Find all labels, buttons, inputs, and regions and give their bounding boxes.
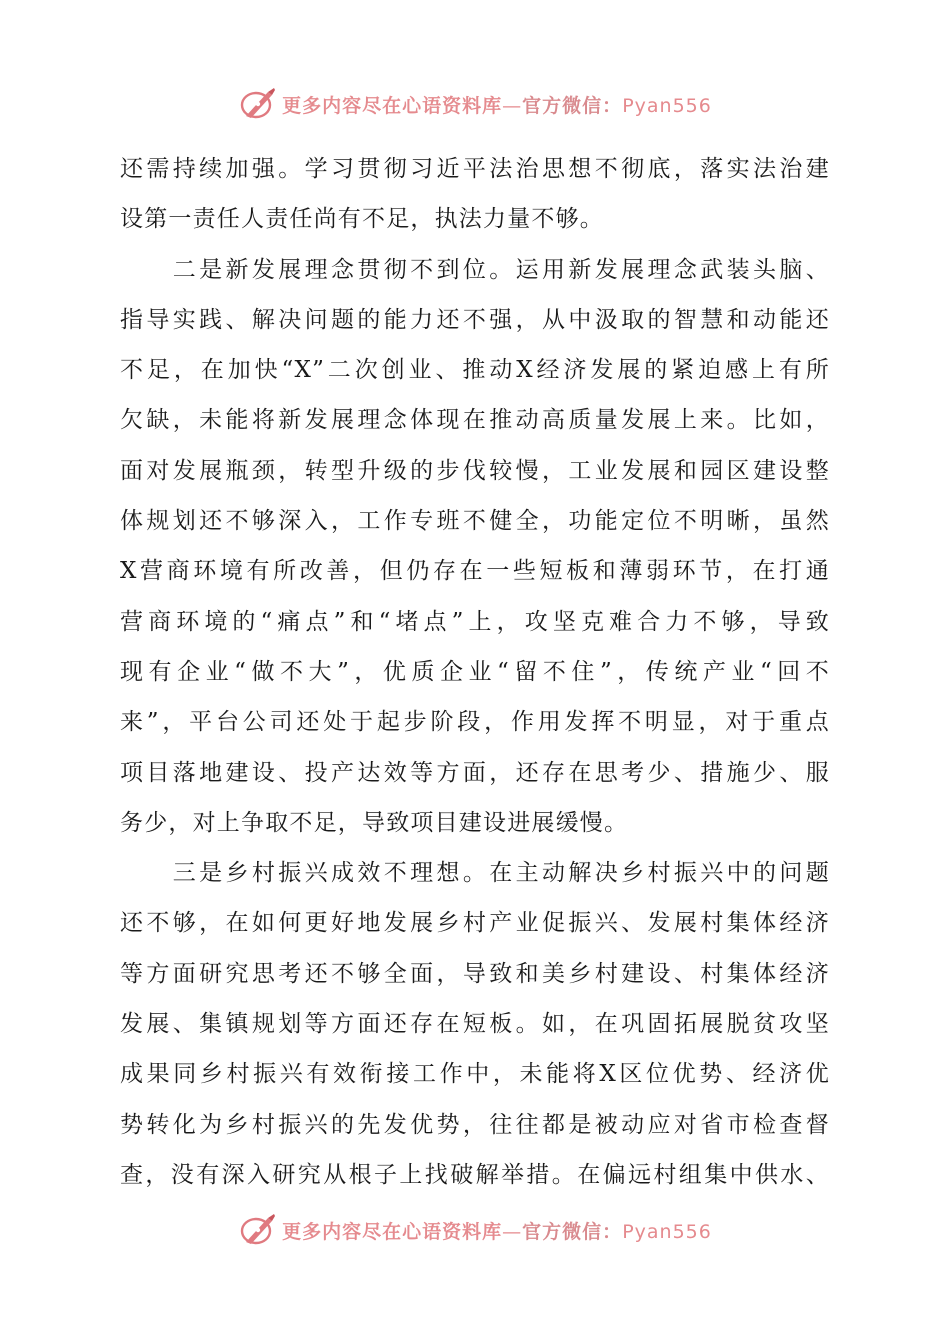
text-line: 等方面研究思考还不够全面，导致和美乡村建设、村集体经济 — [120, 960, 830, 987]
pen-logo-icon — [238, 86, 278, 122]
text-line: 面对发展瓶颈，转型升级的步伐较慢，工业发展和园区建设整 — [120, 457, 830, 484]
text-line: 体规划还不够深入，工作专班不健全，功能定位不明晰，虽然 — [120, 508, 830, 535]
text-line: 不足，在加快“X”二次创业、推动X经济发展的紧迫感上有所 — [120, 357, 830, 384]
watermark-wechat-id: Pyan556 — [622, 94, 712, 117]
text-line: 还不够，在如何更好地发展乡村产业促振兴、发展村集体经济 — [120, 910, 830, 937]
text-line: 现有企业“做不大”，优质企业“留不住”，传统产业“回不 — [120, 658, 830, 685]
pen-logo-icon — [238, 1212, 278, 1248]
document-body — [120, 144, 830, 1200]
text-line: 来”，平台公司还处于起步阶段，作用发挥不明显，对于重点 — [120, 709, 830, 736]
watermark-dash: — — [502, 94, 523, 117]
watermark-main-text: 更多内容尽在心语资料库 — [282, 94, 503, 117]
watermark-banner-bottom — [0, 1208, 950, 1252]
text-line: 欠缺，未能将新发展理念体现在推动高质量发展上来。比如， — [120, 407, 830, 434]
text-line: 营商环境的“痛点”和“堵点”上，攻坚克难合力不够，导致 — [120, 608, 830, 635]
text-line: 成果同乡村振兴有效衔接工作中，未能将X区位优势、经济优 — [120, 1061, 830, 1088]
watermark-main-text: 更多内容尽在心语资料库 — [282, 1220, 503, 1243]
watermark-official-label: 官方微信： — [522, 94, 623, 117]
text-line: 设第一责任人责任尚有不足，执法力量不够。 — [120, 206, 604, 233]
text-line: X营商环境有所改善，但仍存在一些短板和薄弱环节，在打通 — [120, 558, 830, 585]
text-line: 二是新发展理念贯彻不到位。运用新发展理念武装头脑、 — [120, 256, 830, 283]
text-line: 项目落地建设、投产达效等方面，还存在思考少、措施少、服 — [120, 759, 830, 786]
watermark-wechat-id: Pyan556 — [622, 1220, 712, 1243]
text-line: 指导实践、解决问题的能力还不强，从中汲取的智慧和动能还 — [120, 306, 830, 333]
text-line: 还需持续加强。学习贯彻习近平法治思想不彻底，落实法治建 — [120, 156, 830, 182]
text-line: 查，没有深入研究从根子上找破解举措。在偏远村组集中供水、 — [120, 1161, 830, 1188]
watermark-dash: — — [502, 1220, 523, 1243]
watermark-banner-top — [0, 82, 950, 126]
text-line: 三是乡村振兴成效不理想。在主动解决乡村振兴中的问题 — [120, 860, 830, 887]
text-line: 发展、集镇规划等方面还存在短板。如，在巩固拓展脱贫攻坚 — [120, 1011, 830, 1038]
text-line: 务少，对上争取不足，导致项目建设进展缓慢。 — [120, 809, 629, 836]
watermark-official-label: 官方微信： — [522, 1220, 623, 1243]
text-line: 势转化为乡村振兴的先发优势，往往都是被动应对省市检查督 — [120, 1111, 830, 1138]
